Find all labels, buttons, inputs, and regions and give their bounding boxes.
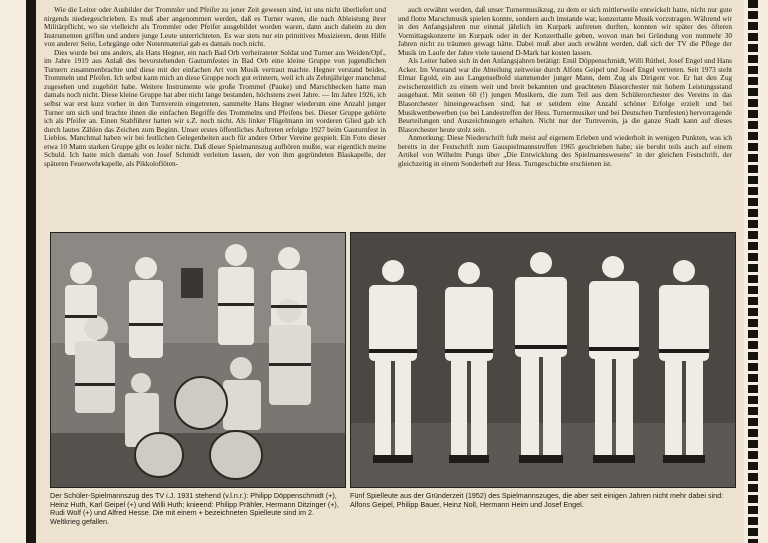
article-column-right xyxy=(398,6,732,228)
binder-edge-right xyxy=(748,0,758,543)
photo-caption-left: Der Schüler-Spielmannszug des TV i.J. 1931 stehend (v.l.n.r.): Philipp Döppenschmidt (+), Heinz Huth, Karl Geipel (+) und Willi Huth; knieend: Philipp Prähler, Hermann Ditzinger (+), Rudi Wolf (+) und Alfred Hesse. Die mit einem + bezeichneten Spielleute sind im 2. Weltkrieg gefallen. xyxy=(50,491,339,526)
photo-gruenderzeit-spielleute xyxy=(350,232,736,488)
binder-edge-left xyxy=(26,0,36,543)
paragraph-anmerkung: Anmerkung: Diese Niederschrift fußt meist auf eigenem Erleben und wiederholt in wenigen Punkten, was ich bereits in der Festschrift zum Gauspielmannstreffen 1965 geschrieben habe; sie beruht teils auch auf einem Artikel von Wilhelm Pungs über „Die Entwicklung des Spielmannswesens" in der gleichen Festschrift, der gleichzeitig in einem Sonderheft zur Hess. Turngeschichte erschienen ist. xyxy=(398,133,732,168)
photo-image xyxy=(351,233,735,487)
article-column-left xyxy=(44,6,386,228)
photo-image xyxy=(51,233,345,487)
paragraph: Wie die Leiter oder Ausbilder der Trommler und Pfeifer zu jener Zeit gewesen sind, ist uns nicht überliefert und nirgends niedergeschrieben. Es muß aber angenommen werden, daß es Turner waren, die nach Ableistung ihrer Militärpflicht, wo sie vielleicht als Trommler oder Pfeifer ausgebildet worden waren, dann auch daheim zu den Instrumenten griffen und andere junge Leute unterrichteten. Es war stets nur ein primitives Musizieren, denn Hilfe von anderer Seite, Lehrgänge oder Notenmaterial gab es damals noch nicht. xyxy=(44,6,386,49)
photo-schueler-spielmannszug xyxy=(50,232,346,488)
photo-caption-right: Fünf Spielleute aus der Gründerzeit (1952) des Spielmannszuges, die aber seit einigen Jahren nicht mehr dabei sind: Alfons Geipel, Philipp Bauer, Heinz Noll, Hermann Heim und Josef Engel. xyxy=(350,491,724,509)
paragraph: auch erwähnt werden, daß unser Turnermusikzug, zu dem er sich mittlerweile entwickelt hatte, nicht nur gute und flotte Marschmusik spielen konnte, sondern auch imstande war, konzertante Musik vorzutragen. Während wir in den Anfangsjahren nur einmal jährlich im Kurpark auftreten durften, konnten wir später des öfteren Vormittagskonzerte im Kurpark oder in der Konzerthalle geben, wovon man bei Gründung von nunmehr 30 Jahren nicht zu träumen gewagt hätte. Dabei muß aber auch erwähnt werden, daß sich der TV die Pflege der Musik im Laufe der Jahre viele tausend D-Mark hat kosten lassen. xyxy=(398,6,732,57)
paragraph: Dies wurde bei uns anders, als Hans Hegner, ein nach Bad Orb verheirateter Soldat und Turner aus Weiden/Opf., im Jahre 1919 aus Anlaß des bevorstehenden Gauturnfestes in Bad Orb eine kleine Gruppe von jugendlichen Turnern zusammenbrachte und diese mit der einfachen Art von Musik vertraut machte. Hegner verstand beides, Trommeln und Pfeifen. Ich selbst kann mich an diese Gruppe noch gut erinnern, weil ich als Zehnjähriger manchmal zugesehen und zugehört habe. Weitere Instrumente wie große Trommel (Pauke) und Marschbecken hatte man damals noch nicht. Diese kleine Gruppe hat aber nicht lange bestanden, höchstens zwei Jahre. — Im Jahre 1926, ich selbst war erst kurz vorher in den Turnverein eingetreten, sammelte Hans Hegner wiederum eine Anzahl junger Turner um sich und brachte ihnen die einfachen Begriffe des Trommelns und Pfeifens bei. Dieser Gruppe gehörte ich als Pfeifer an. Einen Stabführer hatten wir s.Z. noch nicht. Als linker Flügelmann im vorderen Glied gab ich durch lautes Zählen das Zeichen zum Beginn. Unser erstes öffentliches Auftreten erfolgte 1927 beim Gauturnfest in Lieblos. Manchmal haben wir bei festlichen Gelegenheiten auch für andere Orber Vereine gespielt. Ein Foto dieser etwa 10 Mann starken Gruppe gibt es leider nicht. Daß dieser Spielmannszug aufhören mußte, war eigentlich meine Schuld. Ich hatte mich damals von Josef Schmidt verleiten lassen, der von ihm gegründeten Blaskapelle, der späteren Feuerwehrkapelle, als Pikkoloflöten- xyxy=(44,47,386,168)
paragraph: Als Leiter haben sich in den Anfangsjahren betätigt: Emil Döppenschmidt, Willi Rüthel, Josef Engel und Hans Acker. Im Vorstand war die Abteilung zeitweise durch Alfons Geipel und Josef Engel vertreten. Seit 1973 steht Elmar Egold, ein aus Langenselbold stammender junger Mann, dem Zug als Dirigent vor. Er hat den Zug zwischenzeitlich zu einem weit und breit bekannten und geachteten Blasorchester mit hohem Leistungsstand ausgebaut. Mit seinen 60 (!) jungen Musikern, die zum Teil aus dem Schülerorchester des Vereins in das Blasorchester hineingewachsen sind, hat er seitdem eine Anzahl schöner Erfolge erzielt und bei Musikwettbewerben (so bei Landestreffen der Hess. Turnermusiker und bei Deutschen Turnfesten) hervorragende Beurteilungen und Auszeichnungen erhalten. Nicht nur der Turnverein, ja die ganze Stadt kann auf dieses Blasorchester heute stolz sein. xyxy=(398,56,732,134)
